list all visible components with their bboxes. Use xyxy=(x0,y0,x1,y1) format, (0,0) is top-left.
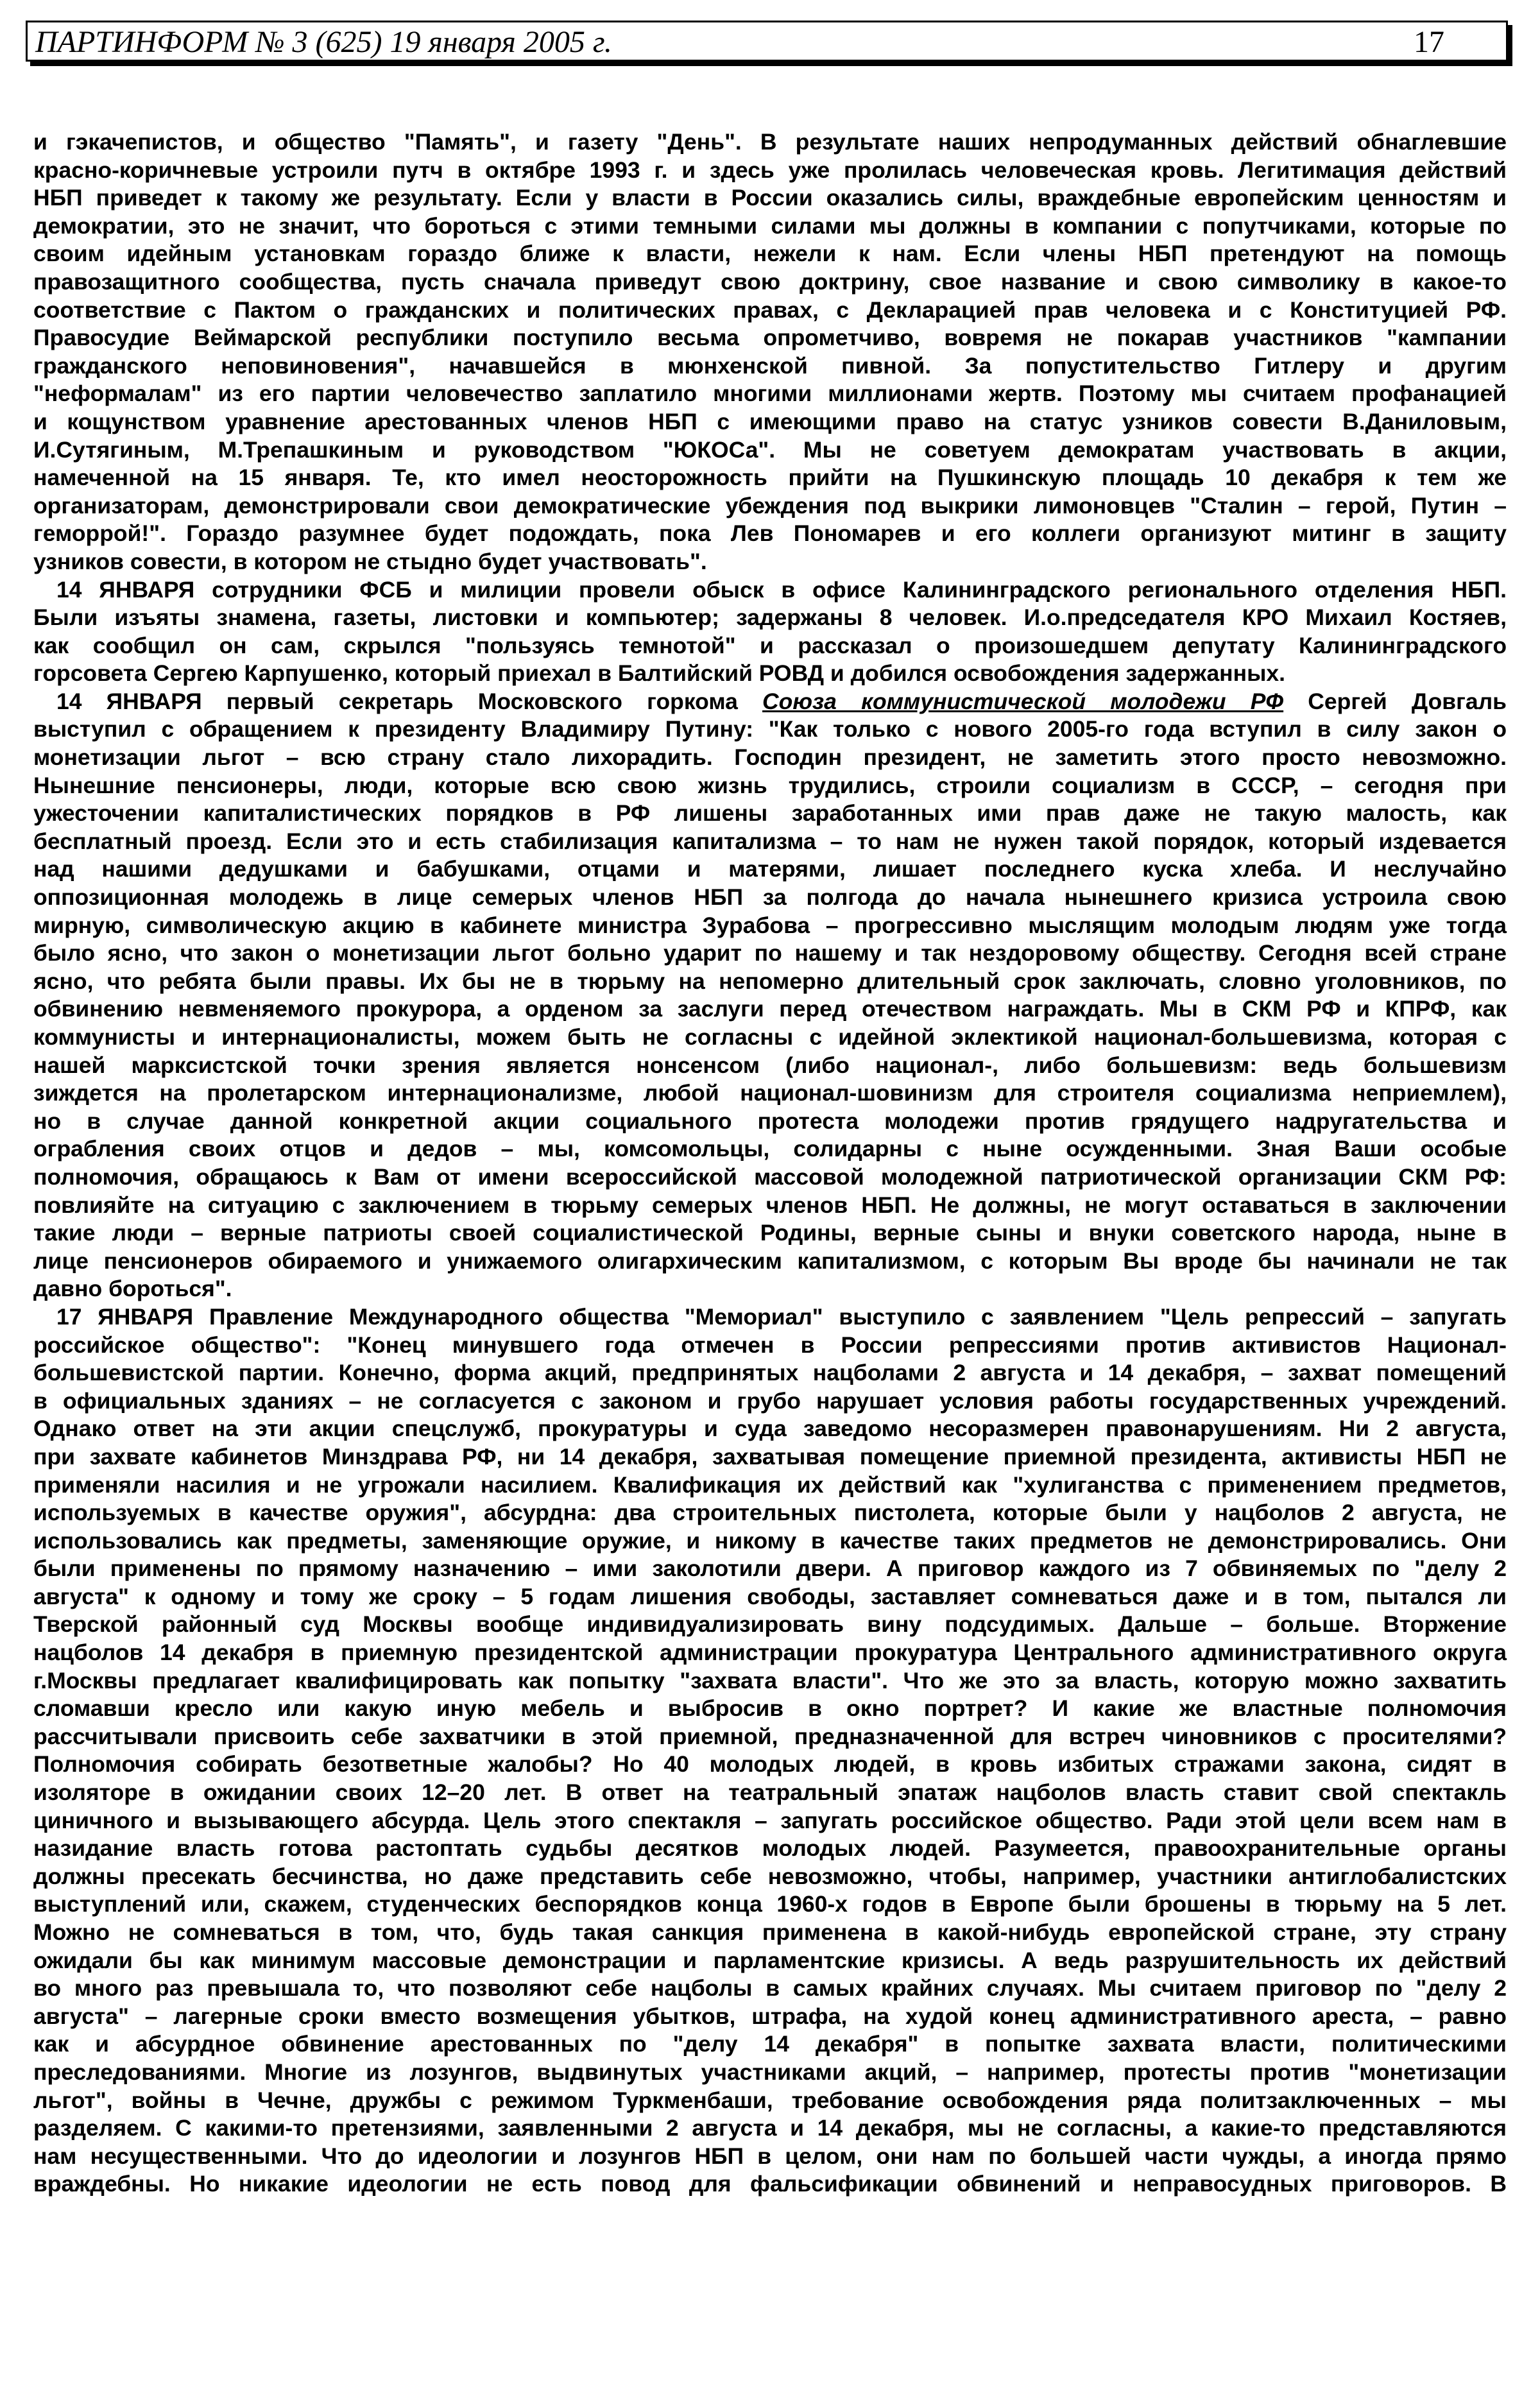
text-line: геморрой!". Гораздо разумнее будет подождать, пока Лев Пономарев и его коллеги организуют митинг в защиту xyxy=(33,520,1507,547)
paragraph-jan14-skm xyxy=(33,688,1507,1303)
page-header xyxy=(26,21,1508,62)
text-line: ожидали бы как минимум массовые демонстрации и парламентские кризисы. А ведь разрушительность их действий xyxy=(33,1947,1507,1973)
text-line: "неформалам" из его партии человечество заплатило многими миллионами жертв. Поэтому мы считаем профанацией xyxy=(33,381,1507,407)
text-line: ясно, что ребята были правы. Их бы не в тюрьму на непомерно длительный срок заключать, словно уголовников, по xyxy=(33,968,1507,994)
text-line: оппозиционная молодежь в лице семерых членов НБП за полгода до начала нынешнего кризиса устроила свою xyxy=(33,884,1507,911)
text-line: враждебны. Но никакие идеологии не есть повод для фальсификации обвинений и неправосудных приговоров. В xyxy=(33,2171,1507,2197)
article-body xyxy=(33,128,1507,2198)
text-line: льгот", войны в Чечне, дружбы с режимом Туркменбаши, требование освобождения ряда политзаключенных – мы xyxy=(33,2087,1507,2113)
text-line: августа" к одному и тому же сроку – 5 годам лишения свободы, заставляет сомневаться даже и в том, пытался ли xyxy=(33,1583,1507,1609)
page-number: 17 xyxy=(1414,25,1444,59)
text-line: российское общество": "Конец минувшего года отмечен в России репрессиями против активистов Национал- xyxy=(33,1332,1507,1358)
text-segment: 14 ЯНВАРЯ первый секретарь Московского горкома xyxy=(56,688,763,714)
text-line: выступлений или, скажем, студенческих беспорядков конца 1960-х годов в Европе были брошены в тюрьму на 5 лет. xyxy=(33,1891,1507,1917)
text-line: как и абсурдное обвинение арестованных по "делу 14 декабря" в попытке захвата власти, политическими xyxy=(33,2031,1507,2057)
text-line: обвинению невменяемого прокурора, а орденом за заслуги перед отечеством награждать. Мы в СКМ РФ и КПРФ, как xyxy=(33,996,1507,1022)
text-line: правозащитного сообщества, пусть сначала приведут свою доктрину, свое название и свою символику в какое-то xyxy=(33,268,1507,295)
text-line: было ясно, что закон о монетизации льгот больно ударит по нашему и так нездоровому обществу. Сегодня всей стране xyxy=(33,940,1507,966)
text-line: Можно не сомневаться в том, что, будь такая санкция применена в какой-нибудь европейской стране, эту страну xyxy=(33,1919,1507,1945)
text-line: выступил с обращением к президенту Владимиру Путину: "Как только с нового 2005-го года вступил в силу закон о xyxy=(33,716,1507,742)
text-line: были применены по прямому назначению – ими заколотили двери. А приговор каждого из 7 обвиняемых по "делу 2 xyxy=(33,1555,1507,1582)
text-line: красно-коричневые устроили путч в октябре 1993 г. и здесь уже пролилась человеческая кровь. Легитимация действий xyxy=(33,157,1507,183)
paragraph-jan17-memorial xyxy=(33,1303,1507,2198)
text-line: большевистской партии. Конечно, форма акций, предпринятых нацболами 2 августа и 14 декабря, – захват помещений xyxy=(33,1360,1507,1386)
text-line: назидание власть готова растоптать судьбы десятков молодых людей. Разумеется, правоохранительные органы xyxy=(33,1835,1507,1862)
text-line: во много раз превышала то, что позволяют себе нацболы в самых крайних случаях. Мы считаем приговор по "делу 2 xyxy=(33,1975,1507,2001)
organization-link[interactable]: Союза коммунистической молодежи РФ xyxy=(762,688,1284,714)
text-line: Однако ответ на эти акции спецслужб, прокуратуры и суда заведомо несоразмерен правонарушениям. Ни 2 августа, xyxy=(33,1416,1507,1442)
text-line: организаторам, демонстрировали свои демократические убеждения под выкрики лимоновцев "Сталин – герой, Путин – xyxy=(33,492,1507,518)
text-line: Нынешние пенсионеры, люди, которые всю свою жизнь трудились, строили социализм в СССР, – сегодня при xyxy=(33,772,1507,798)
text-line: соответствие с Пактом о гражданских и политических правах, с Декларацией прав человека и с Конституцией РФ. xyxy=(33,296,1507,323)
text-line: применяли насилия и не угрожали насилием. Квалификация их действий как "хулиганства с применением предметов, xyxy=(33,1471,1507,1498)
text-line: 17 ЯНВАРЯ Правление Международного общества "Мемориал" выступило с заявлением "Цель репрессий – запугать xyxy=(56,1303,1507,1330)
text-line: но в случае данной конкретной акции социального протеста молодежи против грядущего надругательства и xyxy=(33,1108,1507,1134)
text-line: своим идейным установкам гораздо ближе к власти, нежели к нам. Если члены НБП претендуют на помощь xyxy=(33,241,1507,267)
text-line: горсовета Сергею Карпушенко, который приехал в Балтийский РОВД и добился освобождения задержанных. xyxy=(33,660,1285,687)
text-line: мирную, символическую акцию в кабинете министра Зурабова – прогрессивно мыслящим молодым людям уже тогда xyxy=(33,912,1507,938)
text-line: монетизации льгот – всю страну стало лихорадить. Господин президент, не заметить этого просто невозможно. xyxy=(33,744,1507,771)
text-line: Тверской районный суд Москвы вообще индивидуализировать вину подсудимых. Дальше – больше. Вторжение xyxy=(33,1611,1507,1638)
text-line: гражданского неповиновения", начавшейся в мюнхенской пивной. За попустительство Гитлеру и другим xyxy=(33,352,1507,379)
text-line: циничного и вызывающего абсурда. Цель этого спектакля – запугать российское общество. Ради этой цели всем нам в xyxy=(33,1807,1507,1833)
text-line: коммунисты и интернационалисты, можем быть не согласны с идейной эклектикой национал-большевизма, которая с xyxy=(33,1024,1507,1050)
text-line: должны пресекать бесчинства, но даже представить себе невозможно, чтобы, например, участники антиглобалистских xyxy=(33,1863,1507,1889)
text-line: использовались как предметы, заменяющие оружие, и никому в качестве таких предметов не демонстрировались. Они xyxy=(33,1527,1507,1554)
text-line: августа" – лагерные сроки вместо возмещения убытков, штрафа, на худой конец административного ареста, – равно xyxy=(33,2003,1507,2029)
text-line: давно бороться". xyxy=(33,1276,232,1302)
text-line: бесплатный проезд. Если это и есть стабилизация капитализма – то нам не нужен такой порядок, который издевается xyxy=(33,828,1507,854)
text-line: 14 ЯНВАРЯ сотрудники ФСБ и милиции провели обыск в офисе Калининградского регионального отделения НБП. xyxy=(56,576,1507,603)
text-line: ограбления своих отцов и дедов – мы, комсомольцы, солидарны с ныне осужденными. Зная Ваши особые xyxy=(33,1136,1507,1162)
text-line: используемых в качестве оружия", абсурдна: два строительных пистолета, которые были у нацболов 2 августа, не xyxy=(33,1500,1507,1526)
text-line: нам несущественными. Что до идеологии и лозунгов НБП в целом, они нам по большей части чужды, а иногда прямо xyxy=(33,2143,1507,2169)
text-line: над нашими дедушками и бабушками, отцами и матерями, лишает последнего куска хлеба. И неслучайно xyxy=(33,856,1507,882)
text-line: рассчитывали присвоить себе захватчики в этой приемной, предназначенной для встреч чиновников с просителями? xyxy=(33,1723,1507,1749)
text-line: и кощунством уравнение арестованных членов НБП с имеющими право на статус узников совести В.Даниловым, xyxy=(33,408,1507,434)
text-segment: Сергей Довгаль xyxy=(1283,688,1507,714)
text-line: изоляторе в ожидании своих 12–20 лет. В ответ на театральный эпатаж нацболов власть ставит свой спектакль xyxy=(33,1779,1507,1806)
text-line: Правосудие Веймарской республики поступило весьма опрометчиво, вовремя не покарав участников "кампании xyxy=(33,325,1507,351)
text-line: г.Москвы предлагает квалифицировать как попытку "захвата власти". Что же это за власть, которую можно захватить xyxy=(33,1667,1507,1693)
text-line: лице пенсионеров обираемого и унижаемого олигархическим капитализмом, с которым Вы вроде бы начинали не так xyxy=(33,1247,1507,1274)
text-line: намеченной на 15 января. Те, кто имел неосторожность прийти на Пушкинскую площадь 10 декабря к тем же xyxy=(33,465,1507,491)
text-line: такие люди – верные патриоты своей социалистической Родины, верные сыны и внуки советского народа, ныне в xyxy=(33,1220,1507,1246)
text-line: И.Сутягиным, М.Трепашкиным и руководством "ЮКОСа". Мы не советуем демократам участвовать в акции, xyxy=(33,436,1507,463)
paragraph-jan14-fsb xyxy=(33,576,1507,688)
text-line: как сообщил он сам, скрылся "пользуясь темнотой" и рассказал о произошедшем депутату Калининградского xyxy=(33,632,1507,658)
text-line xyxy=(33,688,1507,716)
text-line: нашей марксистской точки зрения является нонсенсом (либо национал-, либо большевизм: ведь большевизм xyxy=(33,1052,1507,1078)
text-line: преследованиями. Многие из лозунгов, выдвинутых участниками акций, – например, протесты против "монетизации xyxy=(33,2059,1507,2085)
text-line: зиждется на пролетарском интернационализме, любой национал-шовинизм для строителя социализма неприемлем), xyxy=(33,1080,1507,1106)
text-line: разделяем. С какими-то претензиями, заявленными 2 августа и 14 декабря, мы не согласны, а какие-то представляются xyxy=(33,2115,1507,2141)
text-line: узников совести, в котором не стыдно будет участвовать". xyxy=(33,548,707,574)
text-line: сломавши кресло или какую иную мебель и выбросив в окно портрет? И какие же властные полномочия xyxy=(33,1695,1507,1722)
publication-title: ПАРТИНФОРМ № 3 (625) 19 января 2005 г. xyxy=(35,25,612,59)
text-line: нацболов 14 декабря в приемную президентской администрации прокуратура Центрального административного округа xyxy=(33,1640,1507,1666)
text-line: полномочия, обращаюсь к Вам от имени всероссийской массовой молодежной патриотической организации СКМ РФ: xyxy=(33,1163,1507,1190)
paragraph-continuation xyxy=(33,128,1507,576)
text-line: ужесточении капиталистических порядков в РФ лишены заработанных ими прав даже не такую малость, как xyxy=(33,800,1507,827)
text-line: в официальных зданиях – не согласуется с законом и грубо нарушает условия работы государственных учреждений. xyxy=(33,1387,1507,1414)
text-line: Полномочия собирать безответные жалобы? Но 40 молодых людей, в кровь избитых стражами закона, сидят в xyxy=(33,1751,1507,1778)
text-line: и гэкачепистов, и общество "Память", и газету "День". В результате наших непродуманных действий обнаглевшие xyxy=(33,129,1507,155)
text-line: НБП приведет к такому же результату. Если у власти в России оказались силы, враждебные европейским ценностям и xyxy=(33,185,1507,211)
text-line: повлияйте на ситуацию с заключением в тюрьму семерых членов НБП. Не должны, не могут оставаться в заключении xyxy=(33,1192,1507,1218)
text-line: демократии, это не значит, что бороться с этими темными силами мы должны в компании с попутчиками, которые по xyxy=(33,212,1507,239)
text-line: при захвате кабинетов Минздрава РФ, ни 14 декабря, захватывая помещение приемной президента, активисты НБП не xyxy=(33,1443,1507,1469)
text-line: Были изъяты знамена, газеты, листовки и компьютер; задержаны 8 человек. И.о.председателя КРО Михаил Костяев, xyxy=(33,604,1507,631)
